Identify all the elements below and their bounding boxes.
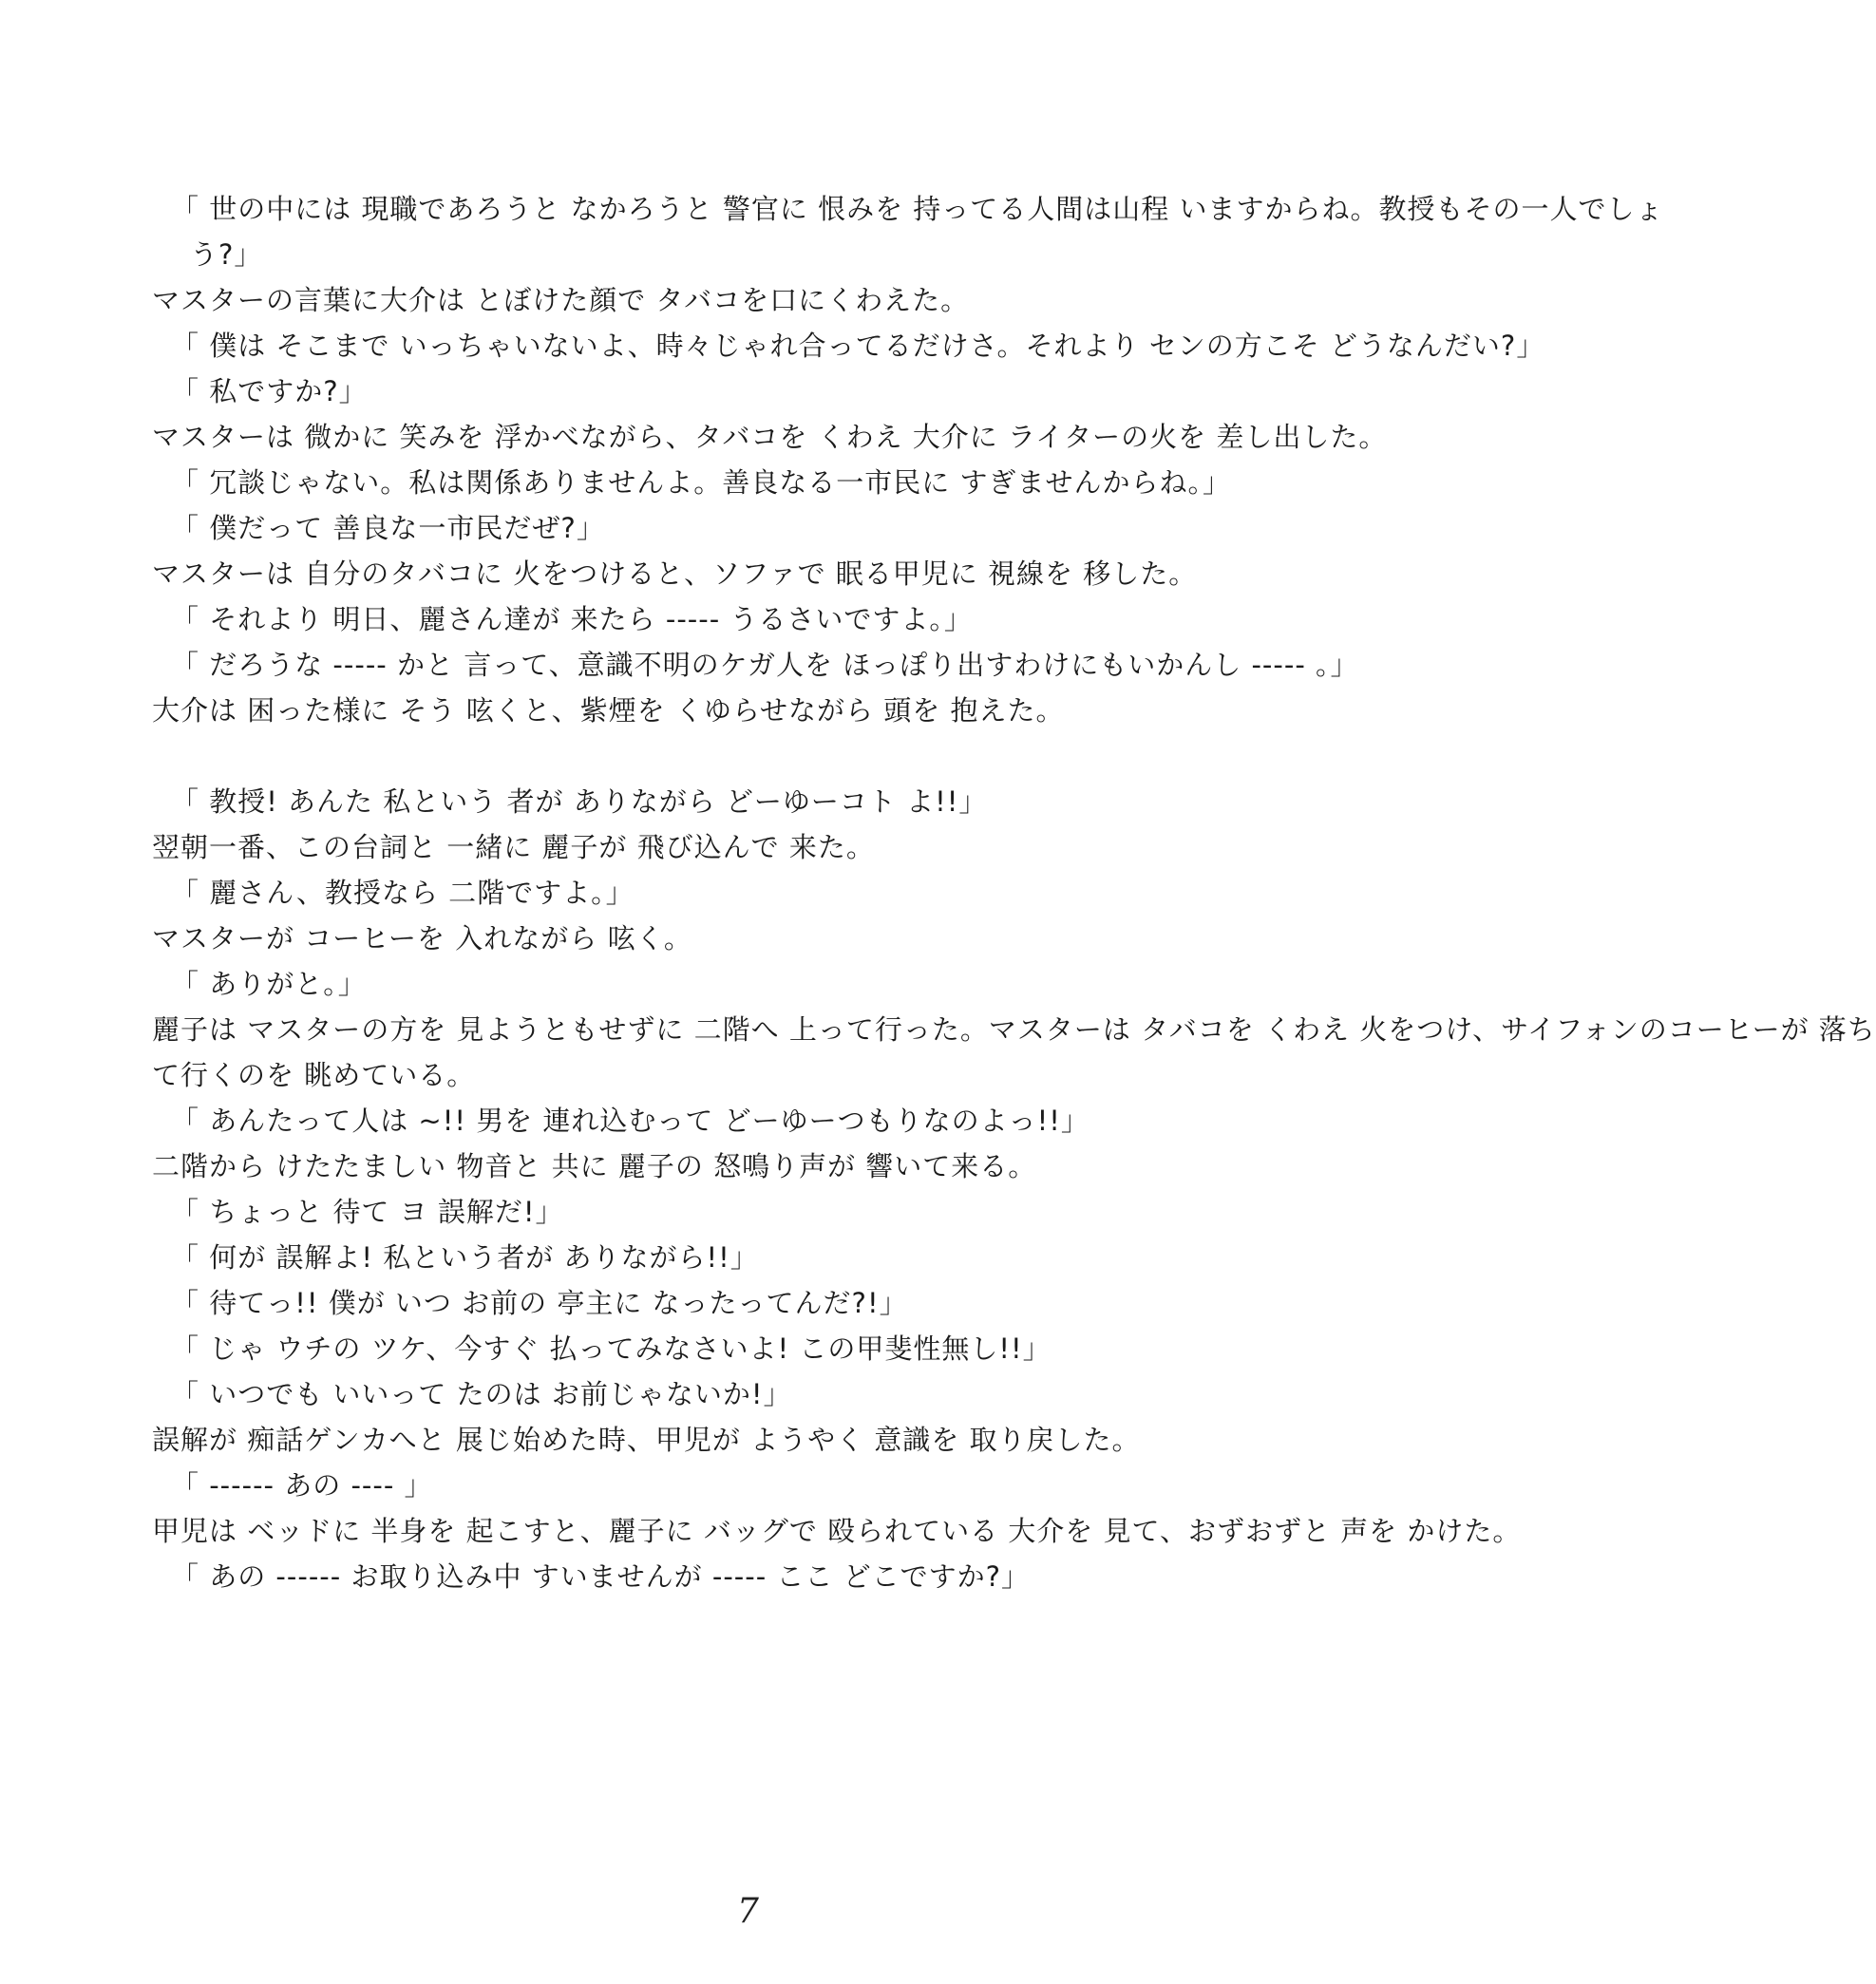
text-line: 「 何が 誤解よ! 私という者が ありながら!!」	[171, 1241, 759, 1274]
text-line: 「 僕は そこまで いっちゃいないよ、時々じゃれ合ってるだけさ。それより センの方こそ どうなんだい?」	[171, 330, 1545, 362]
text-line: 「 世の中には 現職であろうと なかろうと 警官に 恨みを 持ってる人間は山程 いますからね。教授もその一人でしょ	[171, 193, 1664, 225]
text-line: 「 僕だって 善良な一市民だぜ?」	[171, 512, 605, 544]
text-line: 「 だろうな ----- かと 言って、意識不明のケガ人を ほっぽり出すわけにもいかんし ----- 。」	[171, 649, 1359, 681]
text-line: 「 冗談じゃない。私は関係ありませんよ。善良なる一市民に すぎませんからね。」	[171, 466, 1231, 499]
page-number: 7	[737, 1892, 759, 1931]
text-line: 「 いつでも いいって たのは お前じゃないか!」	[171, 1378, 792, 1410]
text-line: 「 あんたって人は ~!! 男を 連れ込むって どーゆーつもりなのよっ!!」	[171, 1105, 1090, 1137]
text-line: 「 ありがと。」	[171, 968, 367, 1000]
text-line: て行くのを 眺めている。	[152, 1059, 476, 1091]
text-line: 甲児は ベッドに 半身を 起こすと、麗子に バッグで 殴られている 大介を 見て、おずおずと 声を かけた。	[152, 1515, 1522, 1547]
scene-break	[152, 733, 1358, 779]
text-line: 大介は 困った様に そう 呟くと、紫煙を くゆらせながら 頭を 抱えた。	[152, 694, 1065, 727]
text-line: 二階から けたたましい 物音と 共に 麗子の 怒鳴り声が 響いて来る。	[152, 1150, 1037, 1182]
text-line: 「 私ですか?」	[171, 375, 368, 407]
text-line: 「 それより 明日、麗さん達が 来たら ----- うるさいですよ。」	[171, 603, 973, 635]
body-text	[152, 186, 1876, 1599]
text-line: 「 待てっ!! 僕が いつ お前の 亭主に なったってんだ?!」	[171, 1287, 908, 1319]
text-line: 麗子は マスターの方を 見ようともせずに 二階へ 上って行った。マスターは タバコを くわえ 火をつけ、サイフォンのコーヒーが 落ち	[152, 1013, 1876, 1046]
text-line: 誤解が 痴話ゲンカへと 展じ始めた時、甲児が ようやく 意識を 取り戻した。	[152, 1424, 1141, 1456]
text-line: マスターの言葉に大介は とぼけた顔で タバコを口にくわえた。	[152, 284, 970, 316]
text-line: 「 ちょっと 待て ヨ 誤解だ!」	[171, 1196, 564, 1228]
text-line: 「 ------ あの ---- 」	[171, 1469, 433, 1502]
text-line: マスターは 自分のタバコに 火をつけると、ソファで 眠る甲児に 視線を 移した。	[152, 557, 1198, 590]
text-line: う?」	[190, 238, 263, 271]
text-line: マスターが コーヒーを 入れながら 呟く。	[152, 922, 692, 954]
text-line: マスターは 微かに 笑みを 浮かべながら、タバコを くわえ 大介に ライターの火を 差し出した。	[152, 421, 1388, 453]
text-line: 「 教授! あんた 私という 者が ありながら どーゆーコト よ!!」	[171, 785, 988, 818]
text-line: 「 じゃ ウチの ツケ、今すぐ 払ってみなさいよ! この甲斐性無し!!」	[171, 1332, 1052, 1365]
text-line: 「 麗さん、教授なら 二階ですよ。」	[171, 877, 635, 909]
text-line: 「 あの ------ お取り込み中 すいませんが ----- ここ どこですか?」	[171, 1560, 1031, 1593]
text-line: 翌朝一番、この台詞と 一緒に 麗子が 飛び込んで 来た。	[152, 831, 875, 863]
